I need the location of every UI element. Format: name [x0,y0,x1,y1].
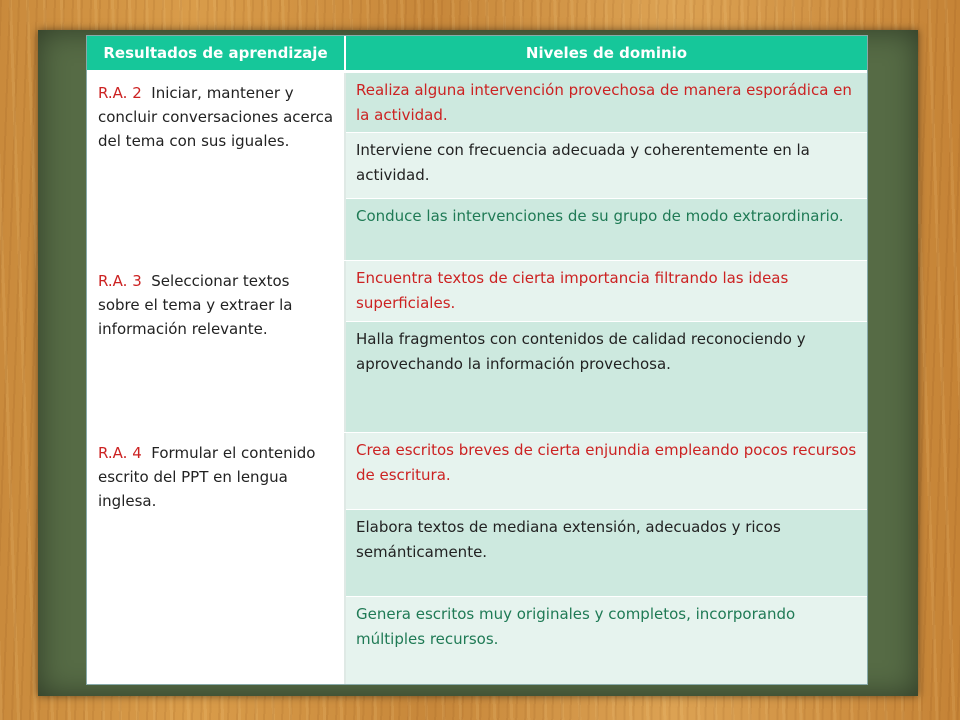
outcome-code: R.A. 2 [98,84,142,102]
level-basic: Encuentra textos de cierta importancia filtrando las ideas superficiales. [346,261,867,321]
level-advanced: Genera escritos muy originales y completos, incorporando múltiples recursos. [346,597,867,684]
level-basic: Crea escritos breves de cierta enjundia empleando pocos recursos de escritura. [346,433,867,509]
outcome-text: Iniciar, mantener y concluir conversaciones acerca del tema con sus iguales. [98,84,334,150]
level-intermediate: Elabora textos de mediana extensión, adecuados y ricos semánticamente. [346,510,867,596]
rubric-table [86,35,868,685]
outcome-ra2 [87,73,344,260]
outcome-code: R.A. 3 [98,272,142,290]
header-learning-outcomes: Resultados de aprendizaje [87,36,344,70]
level-advanced: Conduce las intervenciones de su grupo de modo extraordinario. [346,199,867,260]
level-intermediate: Interviene con frecuencia adecuada y coherentemente en la actividad. [346,133,867,198]
outcome-code: R.A. 4 [98,444,142,462]
outcome-ra3 [87,261,344,432]
outcome-text: Seleccionar textos sobre el tema y extraer la información relevante. [98,272,293,338]
level-basic: Realiza alguna intervención provechosa de manera esporádica en la actividad. [346,73,867,132]
header-mastery-levels: Niveles de dominio [346,36,867,70]
outcome-ra4 [87,433,344,684]
level-intermediate: Halla fragmentos con contenidos de calidad reconociendo y aprovechando la información provechosa. [346,322,867,432]
outcome-text: Formular el contenido escrito del PPT en lengua inglesa. [98,444,316,510]
